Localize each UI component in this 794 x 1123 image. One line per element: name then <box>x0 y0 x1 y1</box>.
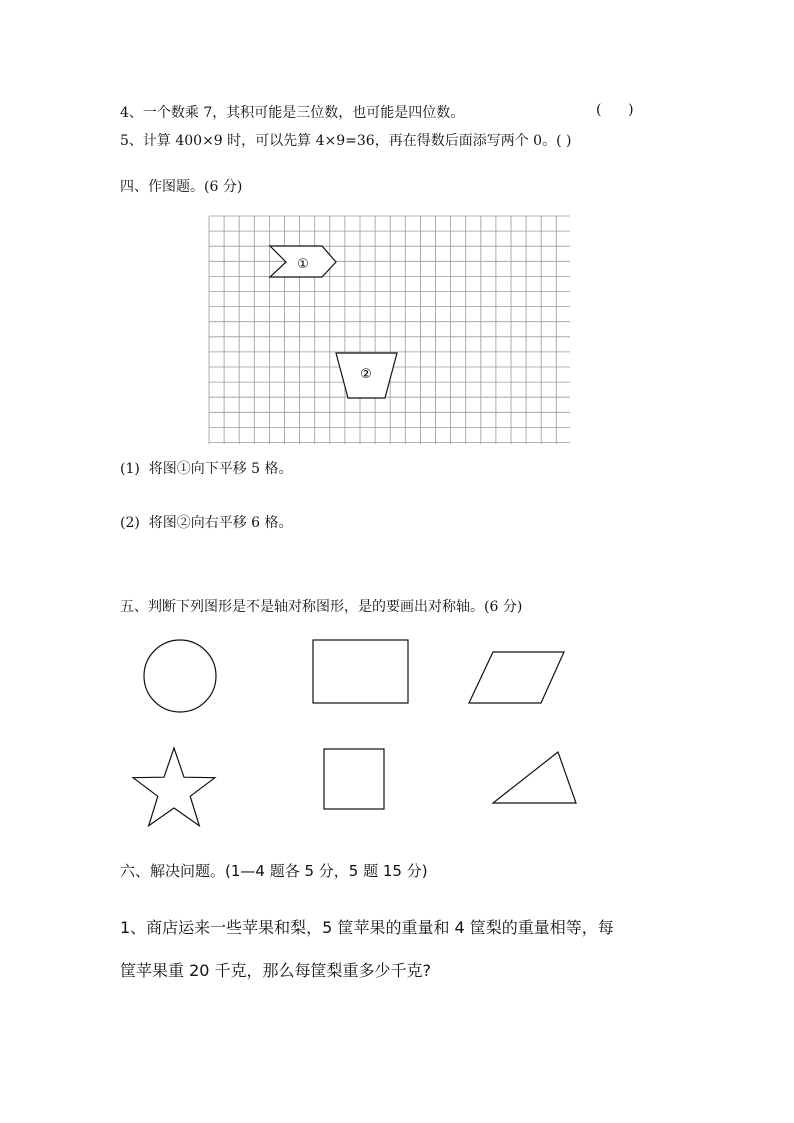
shape-1-label: ① <box>297 257 309 272</box>
task-1: (1) 将图①向下平移 5 格。 <box>120 461 293 477</box>
section-5-heading: 五、判断下列图形是不是轴对称图形，是的要画出对称轴。(6 分) <box>120 599 523 615</box>
problem-1-line-1: 1、商店运来一些苹果和梨，5 筐苹果的重量和 4 筐梨的重量相等，每 <box>120 918 614 937</box>
problem-1-line-2: 筐苹果重 20 千克，那么每筐梨重多少千克? <box>120 961 432 980</box>
drawing-grid[interactable] <box>209 216 570 444</box>
task-2: (2) 将图②向右平移 6 格。 <box>120 515 293 531</box>
answer-blank-4[interactable]: ( ) <box>596 102 634 118</box>
question-4: 4、一个数乘 7，其积可能是三位数，也可能是四位数。 <box>120 105 465 121</box>
question-5: 5、计算 400×9 时，可以先算 4×9=36，再在得数后面添写两个 0。( ) <box>120 133 572 149</box>
section-6-heading: 六、解决问题。(1—4 题各 5 分，5 题 15 分) <box>120 862 428 880</box>
square-shape <box>324 749 384 809</box>
shape-2-label: ② <box>360 367 372 382</box>
circle-shape <box>144 640 216 712</box>
rectangle-shape <box>313 640 408 703</box>
parallelogram-shape <box>469 652 564 703</box>
section-4-heading: 四、作图题。(6 分) <box>120 179 243 195</box>
triangle-shape <box>493 752 576 803</box>
star-shape <box>133 748 215 826</box>
